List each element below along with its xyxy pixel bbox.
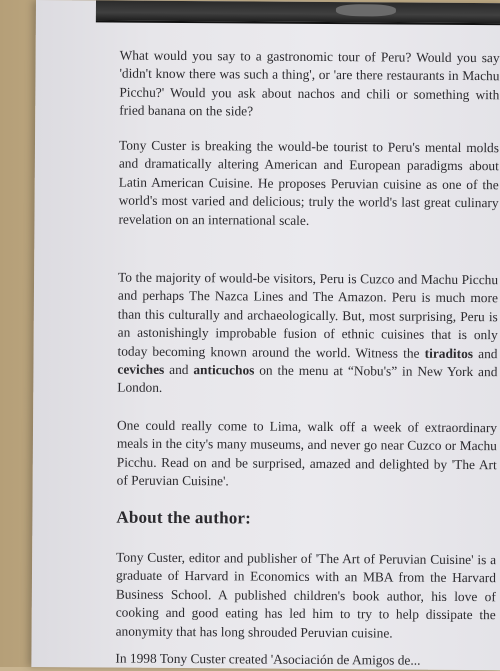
custer-paragraph: Tony Custer is breaking the would-be tourist to Peru's mental molds and dramatically altering American and European paradigms about Latin American Cuisine. He proposes Peruvian cuisine as one of the world's most varied and delicious; truly the world's last great culinary revelation on an international scale. — [118, 137, 500, 228]
dish-ceviches: ceviches — [117, 361, 165, 377]
fusion-text-c: on the menu at “Nobu's” in New York and London. — [117, 362, 498, 396]
lima-paragraph: One could really come to Lima, walk off a week of extraordinary meals in the city's many museums, and never go near Cuzco or Machu Picchu. Read on and be surprised, amazed and delighted by 'The Art of Peruvian Cuisine'. — [116, 417, 498, 489]
photo-detail — [336, 4, 396, 16]
book-page — [31, 0, 500, 670]
dish-tiraditos: tiraditos — [424, 345, 474, 361]
cover-photo-strip — [96, 0, 500, 25]
fusion-text-a: To the majority of would-be visitors, Peru is Cuzco and Machu Picchu and perhaps The Nazca Lines and The Amazon. Peru is much more than this culturally and archaeologically. But, most surprising, Peru is an astonishingly improbable fusion of ethnic cuisines that is only today becoming known around the world. Witness the — [117, 269, 499, 361]
about-author-heading: About the author: — [116, 507, 252, 528]
dish-anticuchos: anticuchos — [193, 362, 255, 378]
author-bio-paragraph: Tony Custer, editor and publisher of 'The Art of Peruvian Cuisine' is a graduate of Harvard in Economics with an MBA from the Harvard Business School. A published children's book author, his love of cooking and good eating has led him to try to help dissipate the anonymity that has long shrouded Peruvian cuisine. — [115, 549, 497, 641]
cutoff-paragraph: In 1998 Tony Custer created 'Asociación de Amigos de... — [115, 650, 421, 668]
fusion-and-2: and — [164, 361, 194, 378]
fusion-and-1: and — [472, 345, 498, 361]
fusion-paragraph — [117, 269, 498, 400]
intro-paragraph: What would you say to a gastronomic tour of Peru? Would you say 'didn't know there was such a thing', or 'are there restaurants in Machu Picchu?' Would you ask about nachos and chili or something with fried banana on the side? — [119, 47, 500, 119]
